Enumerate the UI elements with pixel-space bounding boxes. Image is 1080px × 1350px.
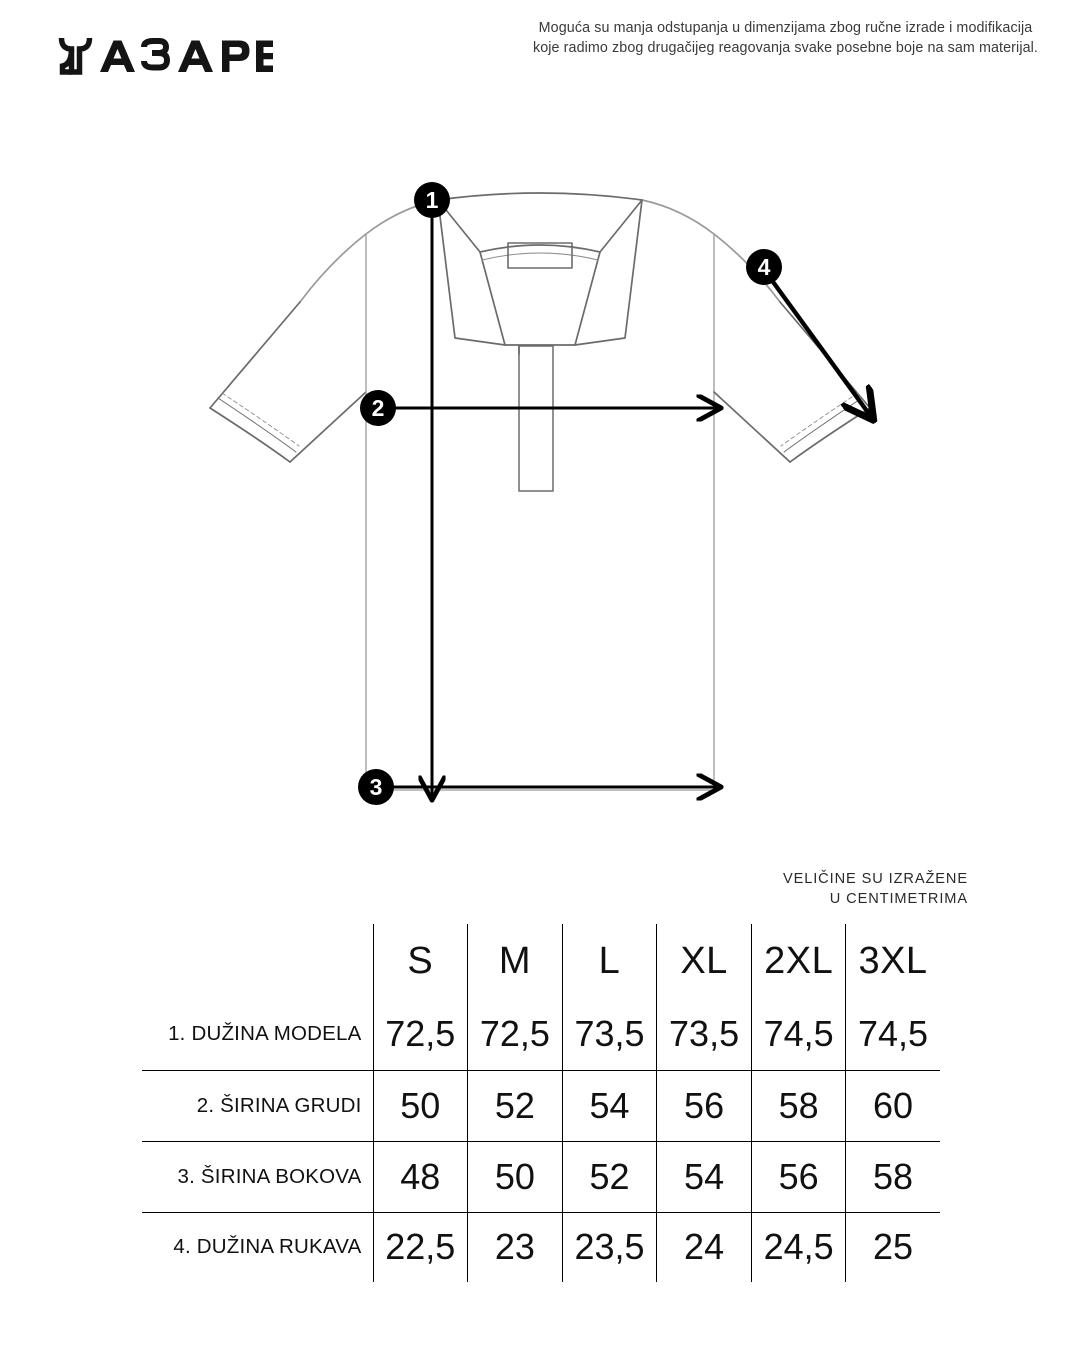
- cell-length-m: 72,5: [468, 999, 563, 1070]
- cell-length-3xl: 74,5: [846, 999, 941, 1070]
- size-table-body: [141, 999, 941, 1283]
- cell-length-2xl: 74,5: [751, 999, 846, 1070]
- table-row: [141, 1141, 941, 1212]
- row-label-length: 1. DUŽINA MODELA: [141, 999, 373, 1070]
- lazare-wordmark-icon: [58, 30, 273, 80]
- cell-hips-2xl: 56: [751, 1141, 846, 1212]
- units-note-line-2: U CENTIMETRIMA: [829, 890, 968, 907]
- cell-hips-xl: 54: [657, 1141, 752, 1212]
- page-header: [0, 0, 1080, 105]
- row-label-sleeve: 4. DUŽINA RUKAVA: [141, 1212, 373, 1283]
- size-table-container: [140, 922, 940, 1284]
- cell-length-s: 72,5: [373, 999, 468, 1070]
- brand-logo: [58, 30, 273, 80]
- disclaimer-line-2: koje radimo zbog drugačijeg reagovanja svake posebne boje na sam materijal.: [532, 40, 1038, 57]
- garment-diagram: [0, 130, 1080, 850]
- size-table: [140, 922, 942, 1284]
- disclaimer-line-1: Moguća su manja odstupanja u dimenzijama zbog ručne izrade i modifikacija: [538, 20, 1033, 36]
- cell-sleeve-xl: 24: [657, 1212, 752, 1283]
- cell-hips-m: 50: [468, 1141, 563, 1212]
- size-header-l: L: [562, 923, 657, 999]
- cell-length-xl: 73,5: [657, 999, 752, 1070]
- marker-3: [358, 769, 394, 805]
- polo-shirt-technical-drawing: [0, 130, 1080, 850]
- marker-2-label: 2: [371, 395, 385, 421]
- table-row: [141, 999, 941, 1070]
- cell-sleeve-m: 23: [468, 1212, 563, 1283]
- row-label-hips: 3. ŠIRINA BOKOVA: [141, 1141, 373, 1212]
- cell-hips-l: 52: [562, 1141, 657, 1212]
- cell-sleeve-s: 22,5: [373, 1212, 468, 1283]
- size-header-xl: XL: [657, 923, 752, 999]
- cell-sleeve-l: 23,5: [562, 1212, 657, 1283]
- cell-chest-2xl: 58: [751, 1070, 846, 1141]
- size-header-2xl: 2XL: [751, 923, 846, 999]
- cell-hips-3xl: 58: [846, 1141, 941, 1212]
- cell-length-l: 73,5: [562, 999, 657, 1070]
- table-row: [141, 1212, 941, 1283]
- row-label-chest: 2. ŠIRINA GRUDI: [141, 1070, 373, 1141]
- size-table-head: [141, 923, 941, 999]
- marker-4-label: 4: [757, 254, 771, 280]
- units-note-line-1: VELIČINE SU IZRAŽENE: [782, 871, 968, 887]
- size-header-m: M: [468, 923, 563, 999]
- size-header-3xl: 3XL: [846, 923, 941, 999]
- size-table-corner-cell: [141, 923, 373, 999]
- marker-1: [414, 182, 450, 218]
- cell-sleeve-3xl: 25: [846, 1212, 941, 1283]
- cell-chest-l: 54: [562, 1070, 657, 1141]
- table-row: [141, 1070, 941, 1141]
- cell-sleeve-2xl: 24,5: [751, 1212, 846, 1283]
- cell-chest-3xl: 60: [846, 1070, 941, 1141]
- marker-1-label: 1: [425, 187, 439, 213]
- size-table-header-row: [141, 923, 941, 999]
- cell-chest-m: 52: [468, 1070, 563, 1141]
- marker-2: [360, 390, 396, 426]
- size-header-s: S: [373, 923, 468, 999]
- cell-chest-xl: 56: [657, 1070, 752, 1141]
- measure-line-4: [768, 275, 872, 418]
- marker-4: [746, 249, 782, 285]
- cell-hips-s: 48: [373, 1141, 468, 1212]
- disclaimer-text: [513, 18, 1058, 59]
- cell-chest-s: 50: [373, 1070, 468, 1141]
- units-note: [628, 870, 968, 909]
- marker-3-label: 3: [369, 774, 383, 800]
